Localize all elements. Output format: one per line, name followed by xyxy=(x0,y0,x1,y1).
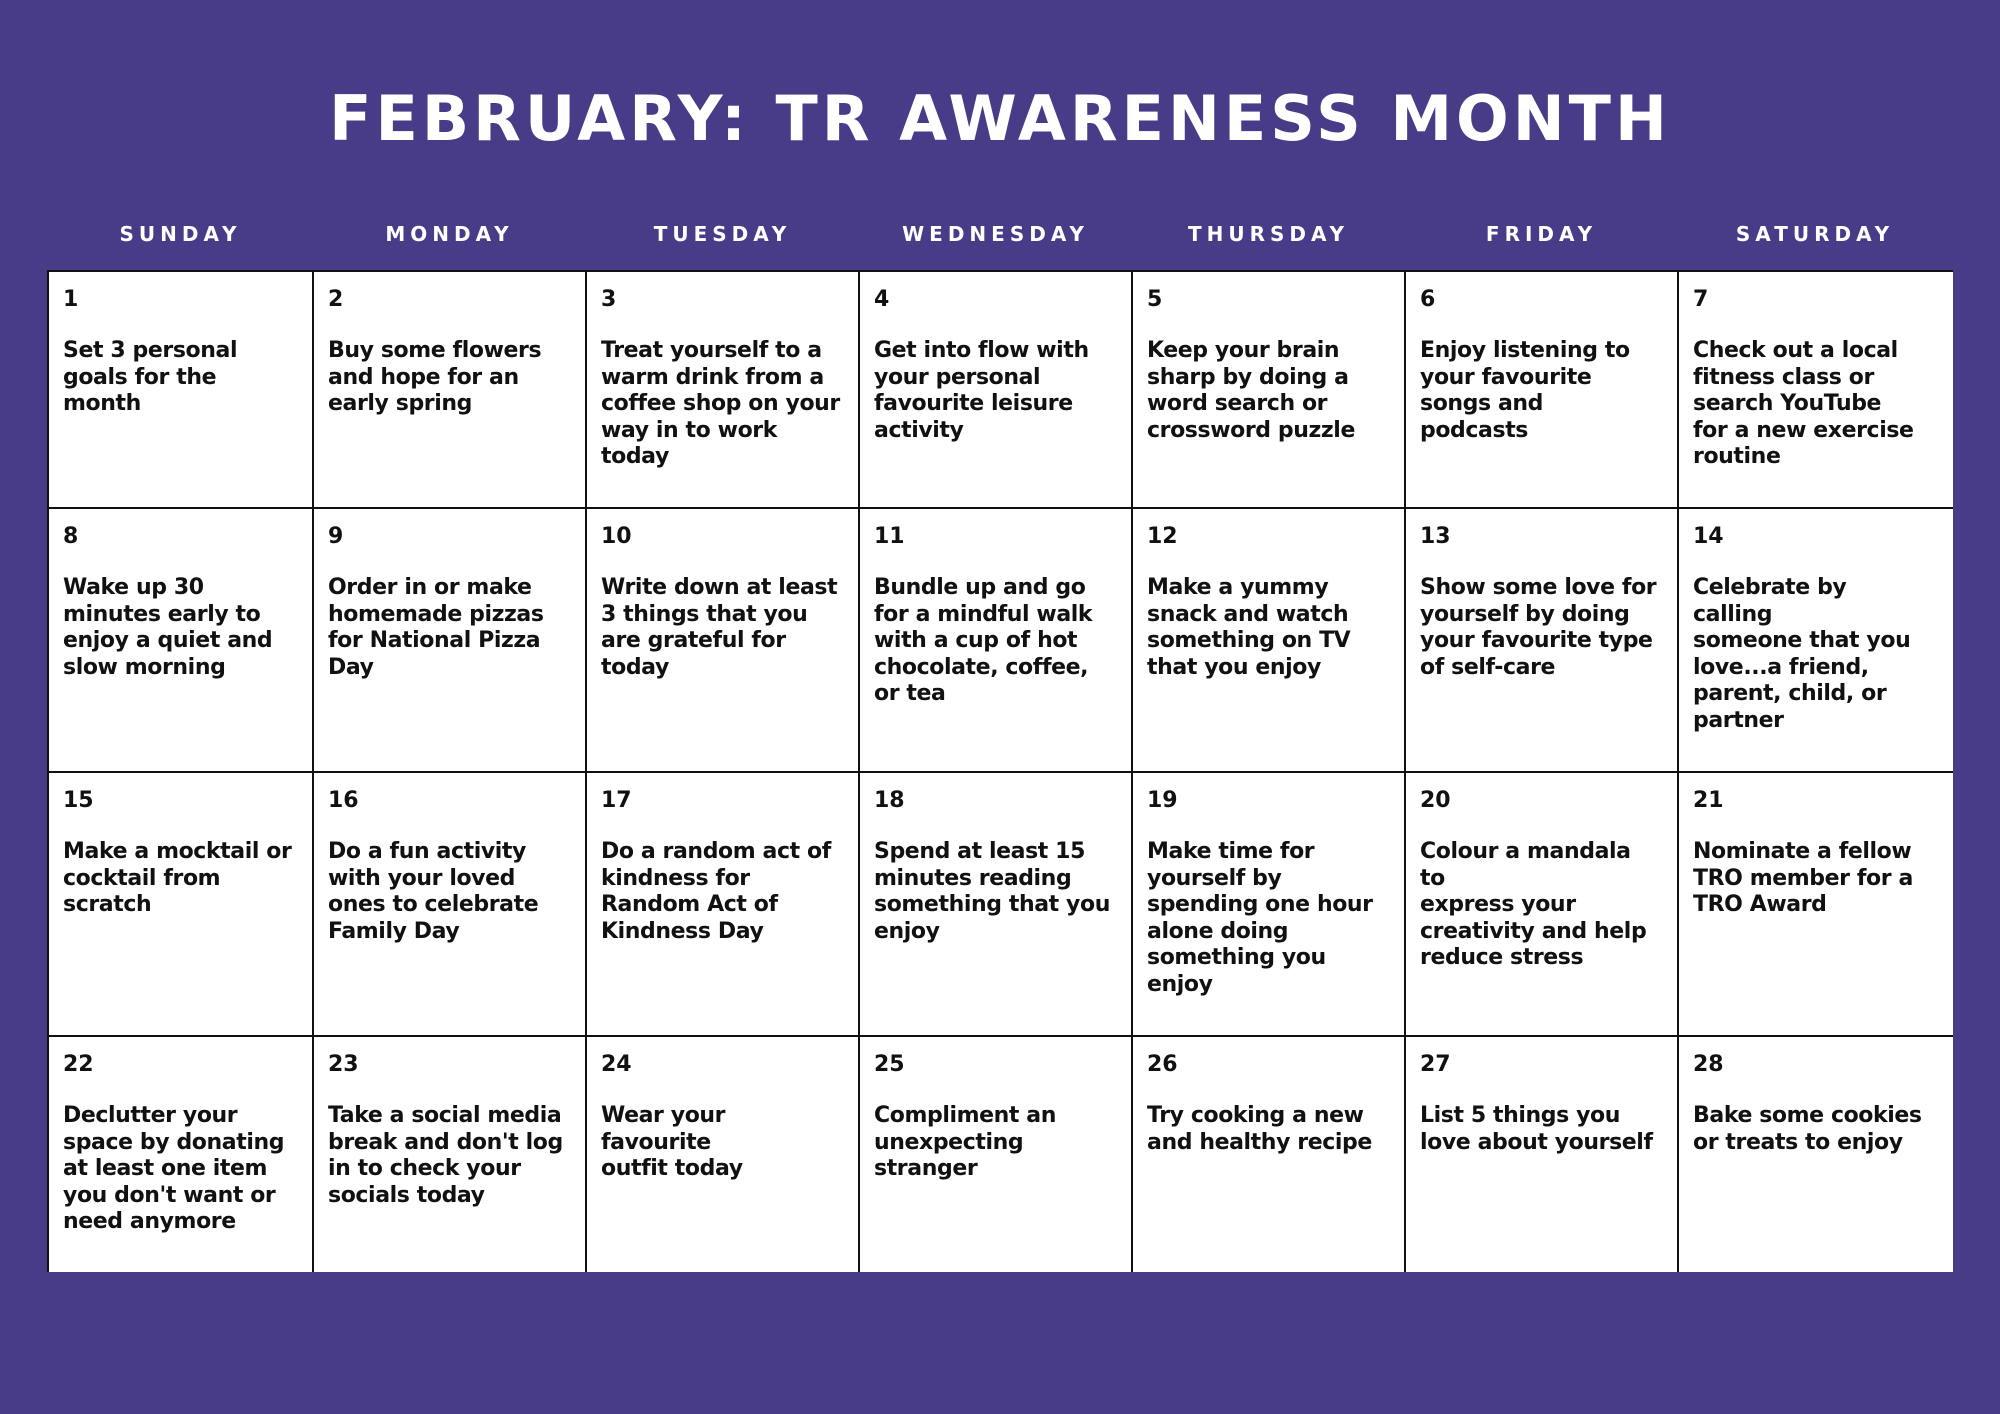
weekday-header-wednesday: WEDNESDAY xyxy=(902,222,1089,246)
day-number: 19 xyxy=(1147,788,1178,813)
day-number: 18 xyxy=(874,788,905,813)
day-cell-25 xyxy=(860,1037,1133,1272)
weekday-header-saturday: SATURDAY xyxy=(1735,222,1895,246)
day-activity: Bake some cookies or treats to enjoy xyxy=(1693,1103,1922,1155)
day-number: 11 xyxy=(874,524,905,549)
day-cell-14 xyxy=(1679,509,1953,773)
day-number: 15 xyxy=(63,788,94,813)
day-activity: Nominate a fellow TRO member for a TRO Award xyxy=(1693,839,1913,918)
day-activity: Make a yummy snack and watch something on TV that you enjoy xyxy=(1147,575,1351,680)
day-number: 4 xyxy=(874,287,890,312)
day-activity: Wake up 30 minutes early to enjoy a quiet and slow morning xyxy=(63,575,273,680)
day-cell-8 xyxy=(49,509,314,773)
day-number: 23 xyxy=(328,1052,359,1077)
day-number: 10 xyxy=(601,524,632,549)
day-activity: Do a random act of kindness for Random Act of Kindness Day xyxy=(601,839,831,944)
weekday-header-sunday: SUNDAY xyxy=(119,222,242,246)
day-number: 25 xyxy=(874,1052,905,1077)
day-cell-22 xyxy=(49,1037,314,1272)
day-number: 13 xyxy=(1420,524,1451,549)
day-cell-18 xyxy=(860,773,1133,1037)
day-activity: Check out a local fitness class or search YouTube for a new exercise routine xyxy=(1693,338,1914,470)
day-cell-3 xyxy=(587,272,860,509)
day-activity: Spend at least 15 minutes reading something that you enjoy xyxy=(874,839,1110,944)
day-cell-21 xyxy=(1679,773,1953,1037)
day-cell-5 xyxy=(1133,272,1406,509)
weekday-header-thursday: THURSDAY xyxy=(1187,222,1350,246)
day-cell-27 xyxy=(1406,1037,1679,1272)
day-number: 21 xyxy=(1693,788,1724,813)
day-number: 8 xyxy=(63,524,79,549)
day-cell-11 xyxy=(860,509,1133,773)
day-number: 1 xyxy=(63,287,79,312)
day-activity: Wear your favourite outfit today xyxy=(601,1103,743,1182)
day-activity: Declutter your space by donating at least one item you don't want or need anymore xyxy=(63,1103,285,1235)
day-cell-7 xyxy=(1679,272,1953,509)
weekday-header-monday: MONDAY xyxy=(385,222,514,246)
day-cell-26 xyxy=(1133,1037,1406,1272)
day-number: 2 xyxy=(328,287,344,312)
day-number: 12 xyxy=(1147,524,1178,549)
day-activity: Enjoy listening to your favourite songs and podcasts xyxy=(1420,338,1630,443)
day-number: 9 xyxy=(328,524,344,549)
day-activity: Compliment an unexpecting stranger xyxy=(874,1103,1057,1182)
day-cell-19 xyxy=(1133,773,1406,1037)
day-cell-10 xyxy=(587,509,860,773)
day-number: 26 xyxy=(1147,1052,1178,1077)
day-cell-12 xyxy=(1133,509,1406,773)
day-activity: Order in or make homemade pizzas for National Pizza Day xyxy=(328,575,544,680)
day-activity: Set 3 personal goals for the month xyxy=(63,338,238,417)
day-number: 5 xyxy=(1147,287,1163,312)
weekday-header-friday: FRIDAY xyxy=(1485,222,1598,246)
day-cell-23 xyxy=(314,1037,587,1272)
day-cell-1 xyxy=(49,272,314,509)
day-number: 7 xyxy=(1693,287,1709,312)
day-number: 24 xyxy=(601,1052,632,1077)
weekday-header-tuesday: TUESDAY xyxy=(653,222,792,246)
day-cell-4 xyxy=(860,272,1133,509)
day-cell-24 xyxy=(587,1037,860,1272)
calendar-grid xyxy=(47,270,1953,1272)
day-activity: Make time for yourself by spending one hour alone doing something you enjoy xyxy=(1147,839,1373,997)
day-activity: Do a fun activity with your loved ones to celebrate Family Day xyxy=(328,839,539,944)
day-cell-2 xyxy=(314,272,587,509)
day-cell-13 xyxy=(1406,509,1679,773)
day-cell-17 xyxy=(587,773,860,1037)
day-activity: Keep your brain sharp by doing a word search or crossword puzzle xyxy=(1147,338,1355,443)
day-number: 16 xyxy=(328,788,359,813)
day-cell-6 xyxy=(1406,272,1679,509)
day-activity: List 5 things you love about yourself xyxy=(1420,1103,1653,1155)
day-cell-28 xyxy=(1679,1037,1953,1272)
day-activity: Celebrate by calling someone that you love...a friend, parent, child, or partner xyxy=(1693,575,1911,733)
day-number: 20 xyxy=(1420,788,1451,813)
day-activity: Buy some flowers and hope for an early spring xyxy=(328,338,542,417)
day-cell-20 xyxy=(1406,773,1679,1037)
day-activity: Bundle up and go for a mindful walk with a cup of hot chocolate, coffee, or tea xyxy=(874,575,1093,707)
day-activity: Write down at least 3 things that you are grateful for today xyxy=(601,575,838,680)
day-number: 14 xyxy=(1693,524,1724,549)
day-number: 17 xyxy=(601,788,632,813)
day-activity: Try cooking a new and healthy recipe xyxy=(1147,1103,1372,1155)
day-cell-9 xyxy=(314,509,587,773)
weekday-header-row xyxy=(48,220,1952,248)
day-activity: Get into flow with your personal favourite leisure activity xyxy=(874,338,1089,443)
day-number: 27 xyxy=(1420,1052,1451,1077)
day-activity: Take a social media break and don't log in to check your socials today xyxy=(328,1103,563,1208)
day-number: 22 xyxy=(63,1052,94,1077)
day-activity: Show some love for yourself by doing your favourite type of self-care xyxy=(1420,575,1657,680)
day-number: 3 xyxy=(601,287,617,312)
day-activity: Colour a mandala to express your creativity and help reduce stress xyxy=(1420,839,1647,971)
day-activity: Treat yourself to a warm drink from a coffee shop on your way in to work today xyxy=(601,338,840,470)
day-number: 28 xyxy=(1693,1052,1724,1077)
day-activity: Make a mocktail or cocktail from scratch xyxy=(63,839,292,918)
day-cell-15 xyxy=(49,773,314,1037)
page-title: FEBRUARY: TR AWARENESS MONTH xyxy=(329,82,1671,155)
day-cell-16 xyxy=(314,773,587,1037)
day-number: 6 xyxy=(1420,287,1436,312)
